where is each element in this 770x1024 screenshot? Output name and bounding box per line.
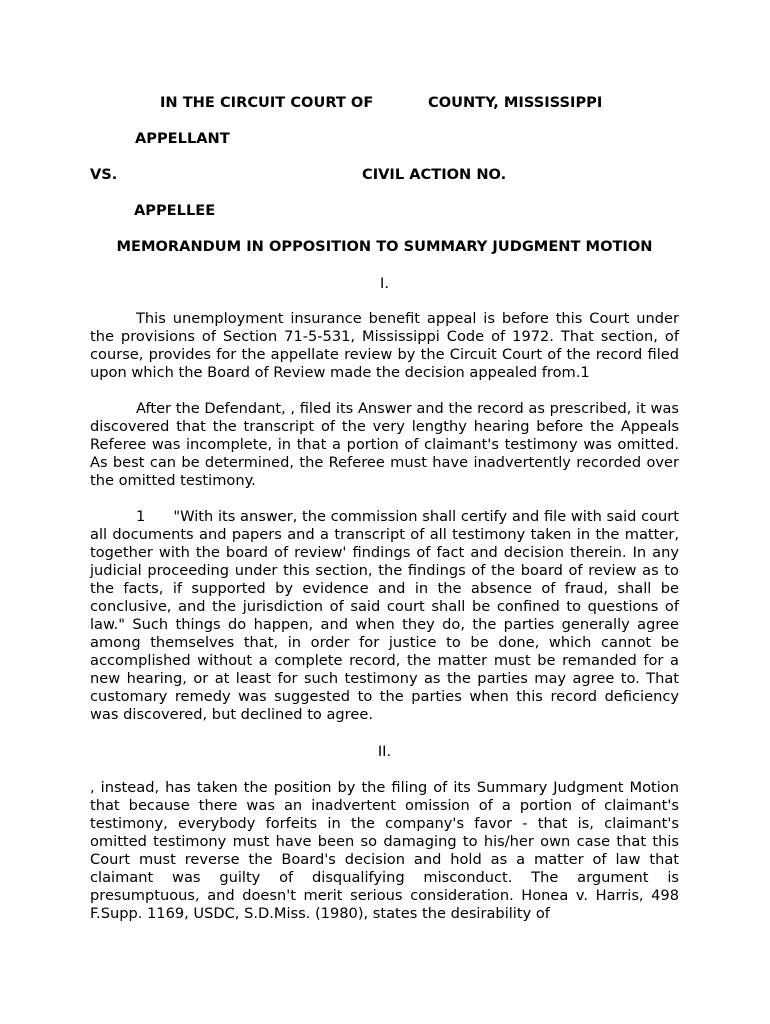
- civil-action-label: CIVIL ACTION NO.: [362, 166, 507, 183]
- section-numeral-1: I.: [380, 275, 389, 292]
- paragraph-1: This unemployment insurance benefit appeal is before this Court under the provisions of Section 71-5-531, Mississippi Code of 1972. That section, of course, provides for the appellate review by the Circuit Court of the record filed upon which the Board of Review made the decision appealed from.1: [90, 310, 679, 381]
- footnote-paragraph: 1 "With its answer, the commission shall certify and file with said court all documents and papers and a transcript of all testimony taken in the matter, together with the board of review' findings of fact and decision therein. In any judicial proceeding under this section, the findings of the board of review as to the facts, if supported by evidence and in the absence of fraud, shall be conclusive, and the jurisdiction of said court shall be confined to questions of law." Such things do happen, and when they do, the parties generally agree among themselves that, in order for justice to be done, which cannot be accomplished without a complete record, the matter must be remanded for a new hearing, or at least for such testimony as the parties may agree to. That customary remedy was suggested to the parties when this record deficiency was discovered, but declined to agree.: [90, 508, 679, 723]
- vs-label: VS.: [90, 166, 118, 183]
- document-title: MEMORANDUM IN OPPOSITION TO SUMMARY JUDGMENT MOTION: [116, 238, 653, 255]
- paragraph-3: , instead, has taken the position by the filing of its Summary Judgment Motion that because there was an inadvertent omission of a portion of claimant's testimony, everybody forfeits in the company's favor - that is, claimant's omitted testimony must have been so damaging to his/her own case that this Court must reverse the Board's decision and hold as a matter of law that claimant was guilty of disqualifying misconduct. The argument is presumptuous, and doesn't merit serious consideration. Honea v. Harris, 498 F.Supp. 1169, USDC, S.D.Miss. (1980), states the desirability of: [90, 779, 679, 922]
- paragraph-2: After the Defendant, , filed its Answer and the record as prescribed, it was discovered that the transcript of the very lengthy hearing before the Appeals Referee was incomplete, in that a portion of claimant's testimony was omitted. As best can be determined, the Referee must have inadvertently recorded over the omitted testimony.: [90, 400, 679, 489]
- court-caption-right: COUNTY, MISSISSIPPI: [428, 94, 603, 111]
- section-numeral-2: II.: [377, 743, 392, 760]
- court-caption-left: IN THE CIRCUIT COURT OF: [160, 94, 374, 111]
- appellee-label: APPELLEE: [134, 202, 216, 219]
- appellant-label: APPELLANT: [135, 130, 230, 147]
